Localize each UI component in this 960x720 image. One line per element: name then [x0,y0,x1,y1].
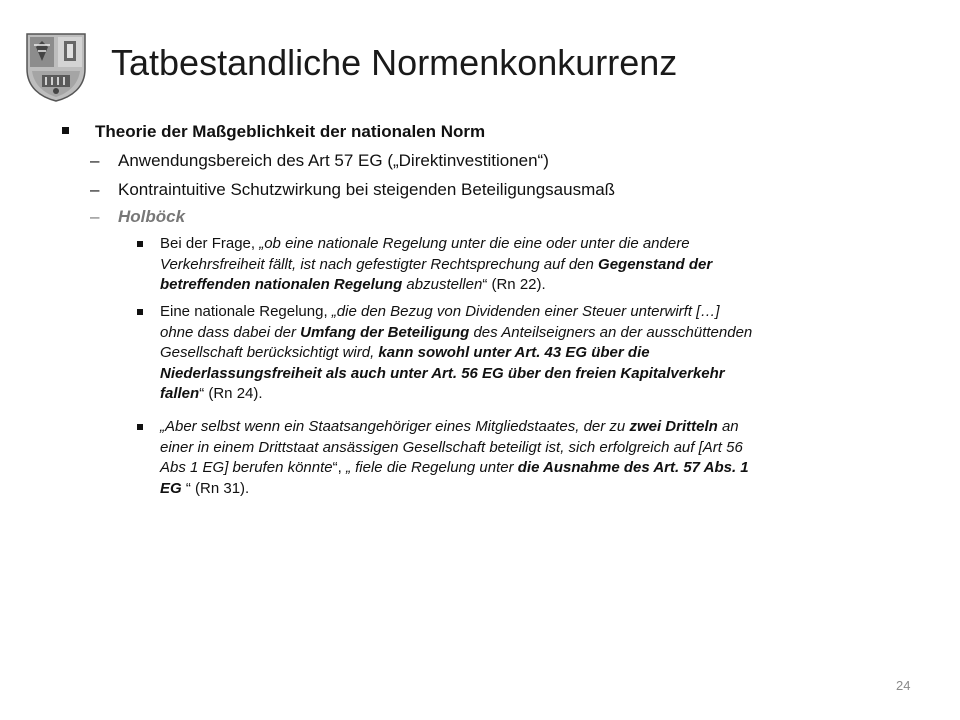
dash-marker: – [90,207,100,226]
quote-segment: Umfang der Beteiligung [300,323,470,341]
quote-segment: „Aber selbst wenn ein Staatsangehöriger eines Mitgliedstaates, der zu [160,418,630,435]
quote-segment: Bei der Frage, [160,235,260,252]
quote-segment: “, [332,459,346,476]
dash-marker: – [90,151,100,170]
quote-segment: zwei Dritteln [629,418,718,435]
square-bullet-icon [62,127,69,134]
quote-segment: Gegenstand der [598,255,713,273]
quote-line [160,364,900,385]
level2-text: Anwendungsbereich des Art 57 EG („Direktinvestitionen“) [118,151,549,170]
quote-bullet-rn31 [160,417,900,499]
quote-segment: die Ausnahme des Art. 57 Abs. 1 [517,459,749,476]
dash-marker: – [90,180,100,199]
quote-segment: Gesellschaft berücksichtigt wird, [160,344,379,361]
level2-text: Kontraintuitive Schutzwirkung bei steigenden Beteiligungsausmaß [118,180,616,199]
quote-line [160,323,900,344]
quote-segment: „ fiele die Regelung unter [345,459,518,476]
university-crest-logo [24,31,88,103]
quote-segment: “ (Rn 24). [199,385,263,402]
square-bullet-icon [137,241,143,247]
quote-line [160,384,900,405]
quote-line [160,234,900,255]
level1-text: Theorie der Maßgeblichkeit der nationalen Norm [95,122,486,141]
quote-segment: „ob eine nationale Regelung unter die eine oder unter die andere [259,235,690,252]
quote-line [160,417,900,438]
quote-segment: kann sowohl unter Art. 43 EG über die [378,344,650,361]
quote-line [160,458,900,479]
quote-segment: betreffenden nationalen Regelung [160,276,403,293]
quote-segment: ohne dass dabei der [160,323,301,341]
quote-segment: Abs 1 EG] berufen könnte [160,459,333,476]
quote-text [160,234,900,296]
quote-segment: fallen [160,385,200,402]
quote-line [160,343,900,364]
level2-text: Holböck [118,207,186,226]
quote-text [160,417,900,499]
page-number: 24 [896,678,911,693]
quote-segment: „die den Bezug von Dividenden einer Steuer unterwirft […] [331,303,720,320]
quote-segment: “ (Rn 31). [181,479,250,497]
quote-segment: Eine nationale Regelung, [160,303,332,320]
quote-line [160,275,900,296]
quote-segment: “ (Rn 22). [482,276,546,293]
quote-segment: einer in einem Drittstaat ansässigen Gesellschaft beteiligt ist, sich erfolgreich auf [Art 56 [160,438,743,456]
quote-segment: Verkehrsfreiheit fällt, ist nach gefestigter Rechtsprechung auf den [160,255,599,273]
quote-line [160,255,900,276]
quote-text [160,302,900,405]
level2-item-holboeck [90,207,186,227]
quote-line [160,479,900,500]
square-bullet-icon [137,309,143,315]
quote-bullet-rn24 [160,302,900,405]
quote-line [160,302,900,323]
level2-item-schutzwirkung [90,180,616,200]
level2-item-anwendungsbereich [90,151,549,171]
quote-segment: EG [160,479,182,497]
quote-line [160,438,900,459]
quote-segment: Niederlassungsfreiheit als auch unter Art. 56 EG über den freien Kapitalverkehr [160,364,725,382]
level1-bullet-item [95,122,485,142]
quote-segment: abzustellen [402,276,483,293]
slide-title: Tatbestandliche Normenkonkurrenz [111,42,678,83]
quote-bullet-rn22 [160,234,900,296]
quote-segment: an [717,418,739,435]
square-bullet-icon [137,424,143,430]
quote-segment: des Anteilseigners an der ausschüttenden [469,323,753,341]
